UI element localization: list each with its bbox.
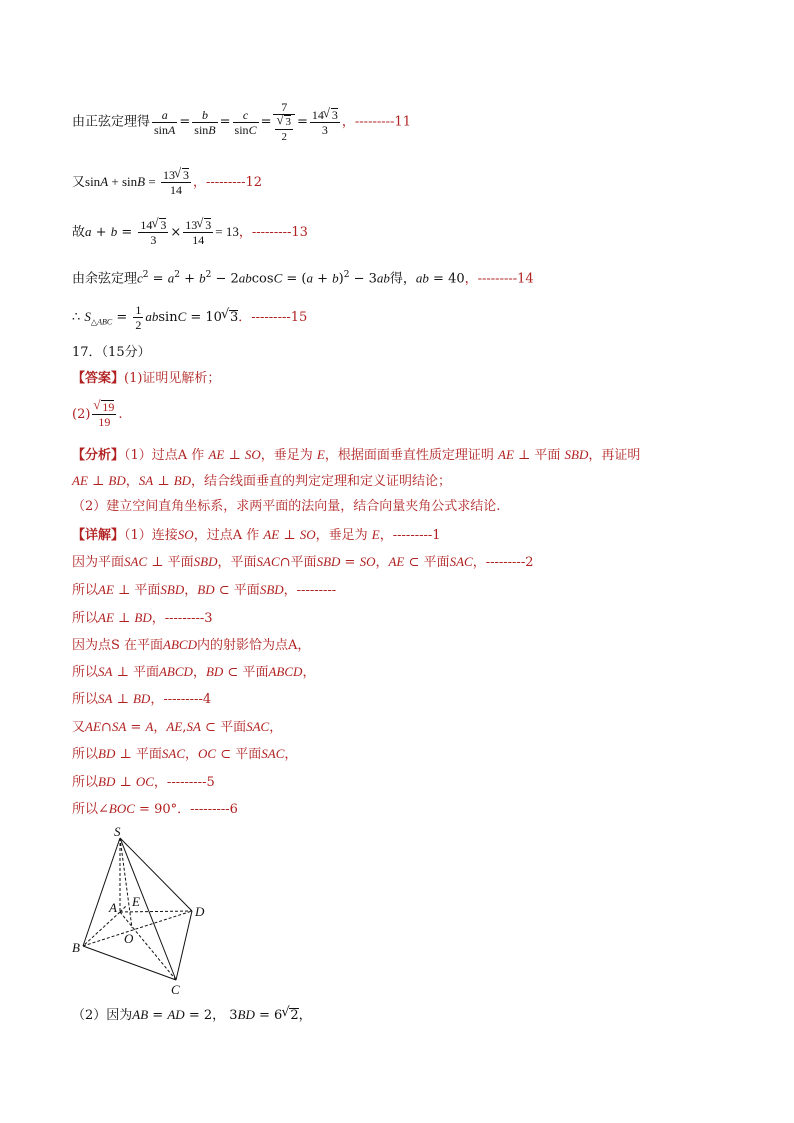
detail-tag: 【详解】 bbox=[72, 528, 125, 543]
fraction: 7 √ $\frac{3}{2}$ bbox=[273, 100, 295, 144]
text: 平面 bbox=[242, 665, 269, 680]
text: ， bbox=[185, 747, 199, 762]
text: ，再证明 bbox=[588, 448, 641, 463]
question-number: 17．（15分） bbox=[72, 345, 151, 360]
detail-line-7: 所以SA ⊥ BD，---------4 bbox=[72, 691, 212, 707]
text: 又 bbox=[72, 720, 86, 735]
text: ， bbox=[153, 720, 167, 735]
text: ，--------- bbox=[283, 583, 337, 598]
text: 所以 bbox=[72, 775, 99, 790]
text: 平面 bbox=[290, 555, 317, 570]
detail-line-4: 所以AE ⊥ BD，---------3 bbox=[72, 610, 213, 626]
detail-line-11: 所以∠BOC = 90°．---------6 bbox=[72, 801, 238, 817]
line-area: ∴ $S_{\triangle ABC}$ = $\frac{1}{2}$ absinC = 10√ 3．---------15 bbox=[72, 303, 307, 332]
answer-line bbox=[72, 370, 220, 388]
label-B: B bbox=[72, 940, 80, 955]
text: ，---------3 bbox=[151, 611, 213, 626]
fraction: $\frac{c}{\sin C}$ bbox=[234, 107, 257, 137]
text: ．---------6 bbox=[177, 802, 238, 817]
text: 所以 bbox=[72, 802, 99, 817]
analysis-line-2: AE ⊥ BD，SA ⊥ BD，结合线面垂直的判定定理和定义证明结论； bbox=[72, 473, 452, 489]
line-cosine-law: 由余弦定理$c^2 = a^2 + b^2 - 2abcosC = (a + b)^2 - 3ab$得，ab = 40，---------14 bbox=[72, 270, 534, 287]
text: ， bbox=[192, 665, 206, 680]
text: （1）过点A 作 bbox=[124, 448, 205, 463]
detail-line-10: 所以BD ⊥ OC，---------5 bbox=[72, 774, 215, 790]
label-A: A bbox=[109, 900, 117, 915]
text: 由余弦定理 bbox=[72, 271, 138, 287]
text: ， bbox=[284, 747, 298, 762]
edge-SO bbox=[120, 838, 132, 928]
edge-CD bbox=[176, 911, 192, 980]
label-O: O bbox=[124, 931, 134, 946]
text: 所以 bbox=[72, 747, 99, 762]
step-marker: ．---------15 bbox=[238, 310, 308, 325]
text: 所以 bbox=[72, 583, 99, 598]
text: 平面 bbox=[134, 583, 161, 598]
text: ，---------4 bbox=[150, 692, 212, 707]
text: ，垂足为 bbox=[260, 448, 313, 463]
line-sine-law: 由正弦定理得 $\frac{a}{\sin A}$ = $\frac{b}{\sin B}$ = $\frac{c}{\sin C}$ = 7 √ $\frac{3}{2}$ = $\frac{14√ 3}{3}$ ，---------11 bbox=[72, 100, 411, 144]
text: ， bbox=[269, 720, 283, 735]
part2-line: （2）因为AB = AD = 2， 3BD = 6√ 2， bbox=[72, 1006, 312, 1025]
text: 因为点S 在平面 bbox=[72, 638, 164, 653]
label-C: C bbox=[171, 982, 180, 997]
text: 因为平面 bbox=[72, 555, 125, 570]
answer-tag: 【答案】 bbox=[72, 371, 125, 386]
label-E: E bbox=[132, 894, 140, 909]
text: ，平面 bbox=[217, 555, 257, 570]
text: ∴ bbox=[72, 310, 81, 325]
answer-part1: (1)证明见解析； bbox=[124, 371, 221, 386]
text: ，---------5 bbox=[153, 775, 215, 790]
text: 故 bbox=[72, 225, 86, 240]
text: 平面 bbox=[167, 555, 194, 570]
text: 平面 bbox=[220, 720, 247, 735]
pyramid-figure bbox=[68, 822, 218, 997]
text: 平面 bbox=[235, 747, 262, 762]
text: 平面 bbox=[423, 555, 450, 570]
line-a-plus-b: 故a + b = $\frac{14√ 3}{3}$ × $\frac{13√ 3}{14}$ = 13，---------13 bbox=[72, 218, 308, 247]
label-D: D bbox=[195, 904, 205, 919]
detail-line-1: 【详解】（1）连接SO，过点A 作 AE ⊥ SO，垂足为 E，---------1 bbox=[72, 527, 441, 543]
text: ， bbox=[375, 555, 389, 570]
step-marker: ，---------13 bbox=[238, 225, 308, 240]
fraction: $\frac{13√ 3}{14}$ bbox=[161, 168, 191, 197]
label-S: S bbox=[114, 824, 121, 839]
analysis-line-3: （2）建立空间直角坐标系，求两平面的法向量，结合向量夹角公式求结论. bbox=[72, 499, 501, 514]
fraction: $\frac{14√ 3}{3}$ bbox=[138, 218, 168, 247]
step-marker: ，---------12 bbox=[192, 175, 263, 190]
text: 内的射影恰为点A， bbox=[197, 638, 311, 653]
text: ，---------1 bbox=[379, 528, 441, 543]
text: ， bbox=[212, 1008, 226, 1023]
text: ，过点A 作 bbox=[193, 528, 260, 543]
text: 所以 bbox=[72, 665, 99, 680]
text: 所以 bbox=[72, 611, 99, 626]
detail-line-5: 因为点S 在平面ABCD内的射影恰为点A， bbox=[72, 637, 311, 653]
fraction: $\frac{b}{\sin B}$ bbox=[194, 107, 216, 137]
text: ，垂足为 bbox=[315, 528, 368, 543]
edge-BD bbox=[83, 911, 192, 946]
text: 平面 bbox=[534, 448, 561, 463]
edge-SD bbox=[120, 838, 192, 911]
detail-line-2: 因为平面SAC ⊥ 平面SBD，平面SAC∩平面SBD = SO，AE ⊂ 平面SAC，---------2 bbox=[72, 554, 534, 570]
text: （1）连接 bbox=[124, 528, 178, 543]
fraction: $\frac{13√ 3}{14}$ bbox=[183, 218, 213, 247]
text: （2）因为 bbox=[72, 1008, 133, 1023]
text: 平面 bbox=[132, 665, 159, 680]
fraction: $\frac{14√ 3}{3}$ bbox=[310, 108, 340, 137]
fraction: √ $\frac{19}{19}$ bbox=[92, 400, 116, 429]
text: ，---------2 bbox=[472, 555, 534, 570]
step-marker: ，---------11 bbox=[341, 114, 411, 130]
text: 平面 bbox=[233, 583, 260, 598]
text: 所以 bbox=[72, 692, 99, 707]
fraction: $\frac{1}{2}$ bbox=[135, 303, 142, 332]
detail-line-9: 所以BD ⊥ 平面SAC，OC ⊂ 平面SAC， bbox=[72, 746, 298, 762]
line-sin-sum: 又sinA + sinB = $\frac{13√ 3}{14}$ ，---------12 bbox=[72, 168, 262, 197]
edge-SB bbox=[83, 838, 120, 946]
analysis-tag: 【分析】 bbox=[72, 448, 125, 463]
text: ， bbox=[184, 583, 198, 598]
answer-part2: (2) √ $\frac{19}{19}$ . bbox=[72, 400, 123, 429]
text: 平面 bbox=[135, 747, 162, 762]
text: ， bbox=[302, 665, 316, 680]
text: 得， bbox=[389, 271, 416, 287]
detail-line-8: 又AE∩SA = A，AE,SA ⊂ 平面SAC， bbox=[72, 719, 283, 735]
text: 又 bbox=[72, 175, 86, 190]
edge-AD bbox=[120, 911, 192, 912]
detail-line-6: 所以SA ⊥ 平面ABCD，BD ⊂ 平面ABCD， bbox=[72, 664, 316, 680]
step-marker: ，---------14 bbox=[464, 271, 534, 287]
text: 由正弦定理得 bbox=[72, 114, 151, 130]
fraction: $\frac{a}{\sin A}$ bbox=[154, 107, 176, 137]
text: (2) bbox=[72, 407, 91, 422]
detail-line-3: 所以AE ⊥ 平面SBD，BD ⊂ 平面SBD，--------- bbox=[72, 582, 337, 598]
edge-AE bbox=[120, 906, 126, 912]
edge-SC bbox=[120, 838, 176, 980]
hidden-edges bbox=[83, 838, 192, 980]
text: ，结合线面垂直的判定定理和定义证明结论； bbox=[191, 474, 452, 489]
text: ，根据面面垂直性质定理证明 bbox=[324, 448, 494, 463]
analysis-line-1: 【分析】（1）过点A 作 AE ⊥ SO，垂足为 E，根据面面垂直性质定理证明 AE ⊥ 平面 SBD，再证明 bbox=[72, 447, 641, 463]
